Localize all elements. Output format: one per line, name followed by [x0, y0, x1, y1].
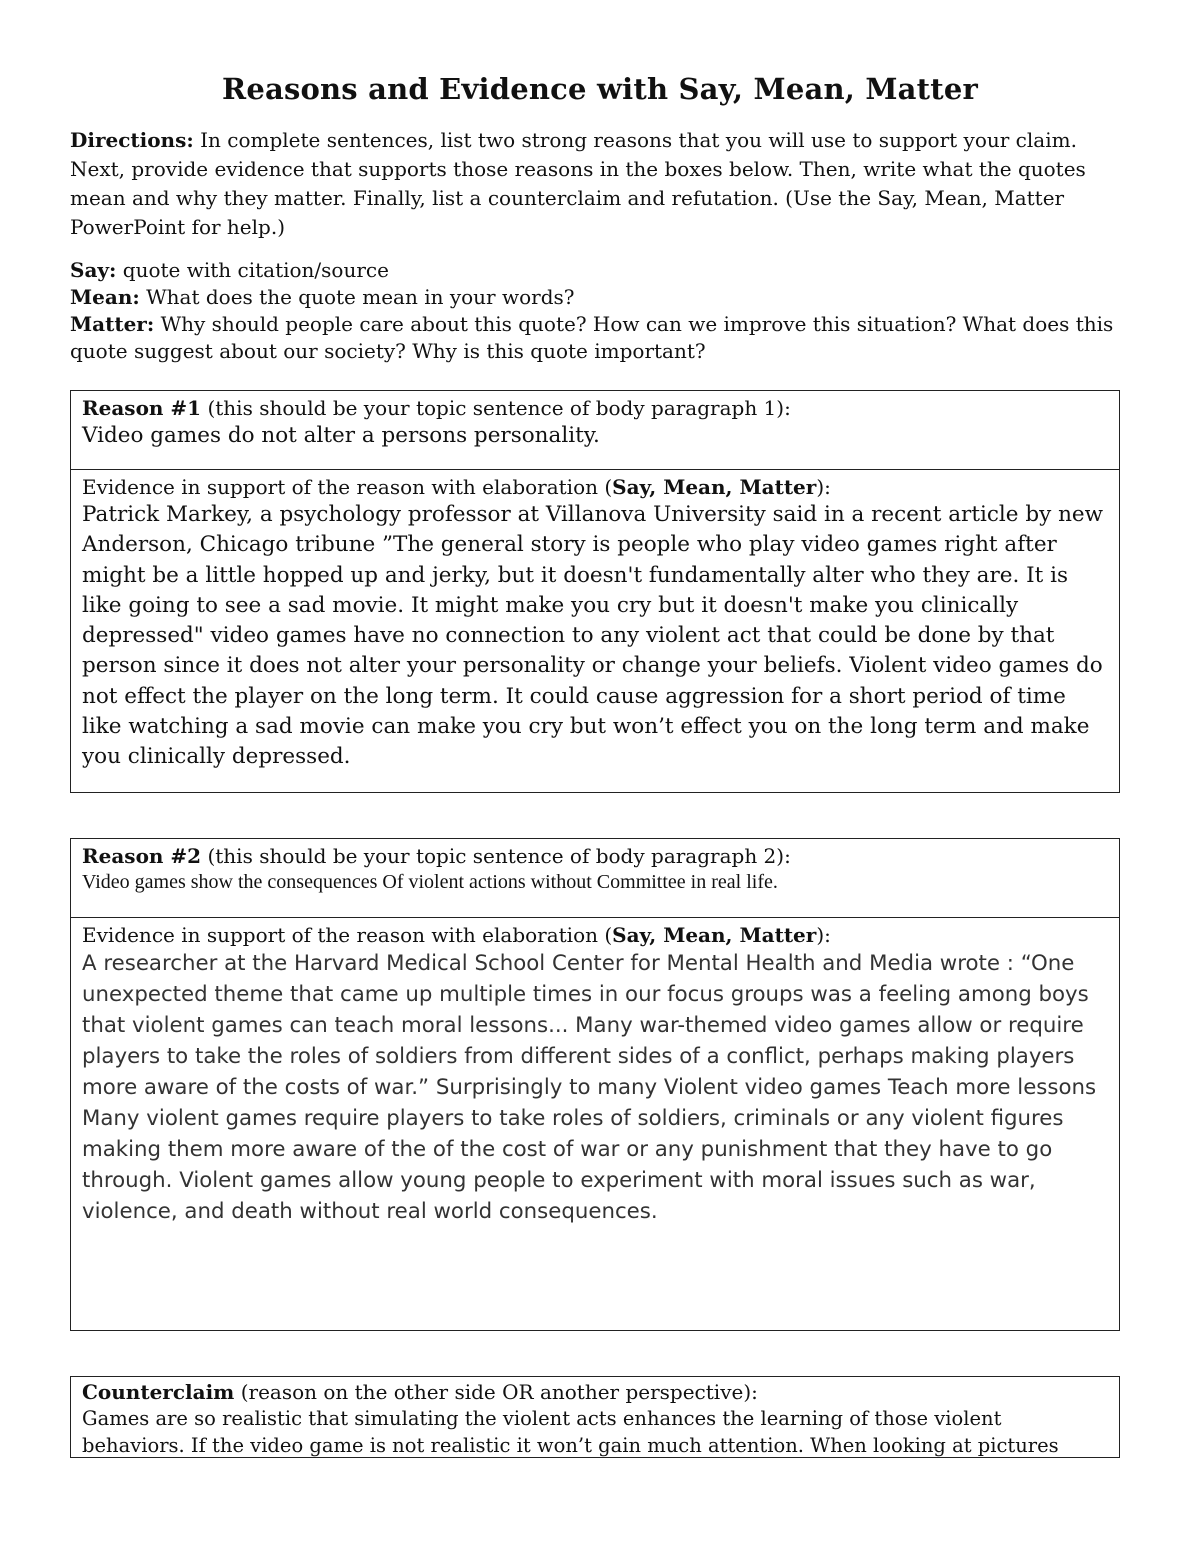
reason-2-answer[interactable]: Video games show the consequences Of violent actions without Committee in real life.	[82, 871, 778, 893]
say-label: Say:	[70, 258, 117, 282]
reason-1-prompt-text: (this should be your topic sentence of body paragraph 1):	[201, 396, 791, 420]
counterclaim-box	[70, 1376, 1120, 1458]
evidence-prompt-start: Evidence in support of the reason with elaboration (	[82, 475, 613, 499]
mean-label: Mean:	[70, 285, 140, 309]
matter-text: Why should people care about this quote? How can we improve this situation? What does this quote suggest about our society? Why is this quote important?	[70, 312, 1114, 363]
say-text: quote with citation/source	[116, 258, 389, 282]
counterclaim-prompt	[82, 1379, 1109, 1405]
reason-1-evidence[interactable]: Patrick Markey, a psychology professor at Villanova University said in a recent article by new Anderson, Chicago tribune ”The general story is people who play video games right after might be a little hopped up and jerky, but it doesn't fundamentally alter who they are. It is like going to see a sad movie. It might make you cry but it doesn't make you clinically depressed" video games have no connection to any violent act that could be done by that person since it does not alter your personality or change your beliefs. Violent video games do not effect the player on the long term. It could cause aggression for a short period of time like watching a sad movie can make you cry but won’t effect you on the long term and make you clinically depressed.	[82, 502, 1104, 770]
reason-2-cell	[71, 839, 1119, 918]
evidence-prompt-end: ):	[816, 923, 831, 947]
reason-1-evidence-cell	[71, 470, 1119, 779]
directions-paragraph	[70, 126, 1120, 242]
reason-2-label: Reason #2	[82, 844, 202, 868]
reason-2-evidence-cell	[71, 918, 1119, 1233]
reason-1-label: Reason #1	[82, 396, 202, 420]
evidence-prompt-start: Evidence in support of the reason with elaboration (	[82, 923, 613, 947]
reason-2-prompt-text: (this should be your topic sentence of body paragraph 2):	[201, 844, 791, 868]
say-definition	[70, 257, 1120, 284]
evidence-prompt-end: ):	[816, 475, 831, 499]
matter-label: Matter:	[70, 312, 155, 336]
counterclaim-cell	[71, 1377, 1119, 1458]
counterclaim-prompt-text: (reason on the other side OR another perspective):	[234, 1380, 758, 1404]
page-title: Reasons and Evidence with Say, Mean, Matter	[222, 72, 978, 106]
mean-definition	[70, 284, 1120, 311]
say-mean-matter-definitions	[70, 257, 1120, 365]
reason-2-prompt	[82, 843, 1109, 869]
reason-2-box	[70, 838, 1120, 1331]
counterclaim-answer[interactable]: Games are so realistic that simulating the violent acts enhances the learning of those violent behaviors. If the video game is not realistic it won’t gain much attention. When looking at pictures	[82, 1407, 1059, 1457]
reason-2-evidence-prompt	[82, 922, 1109, 948]
mean-text: What does the quote mean in your words?	[139, 285, 575, 309]
reason-1-answer[interactable]: Video games do not alter a persons personality.	[82, 423, 600, 448]
reason-2-evidence[interactable]: A researcher at the Harvard Medical School Center for Mental Health and Media wrote : “One unexpected theme that came up multiple times in our focus groups was a feeling among boys that violent games can teach moral lessons... Many war-themed video games allow or require players to take the roles of soldiers from different sides of a conflict, perhaps making players more aware of the costs of war.” Surprisingly to many Violent video games Teach more lessons Many violent games require players to take roles of soldiers, criminals or any violent figures making them more aware of the of the cost of war or any punishment that they have to go through. Violent games allow young people to experiment with moral issues such as war, violence, and death without real world consequences.	[82, 951, 1097, 1224]
reason-1-cell	[71, 391, 1119, 470]
reason-1-evidence-prompt	[82, 474, 1109, 500]
directions-label: Directions:	[70, 128, 194, 152]
evidence-prompt-bold: Say, Mean, Matter	[612, 475, 817, 499]
counterclaim-label: Counterclaim	[82, 1380, 235, 1404]
evidence-prompt-bold: Say, Mean, Matter	[612, 923, 817, 947]
matter-definition	[70, 311, 1120, 365]
reason-1-box	[70, 390, 1120, 793]
directions-text: In complete sentences, list two strong reasons that you will use to support your claim. Next, provide evidence that supports those reasons in the boxes below. Then, write what the quotes mean and why they matter. Finally, list a counterclaim and refutation. (Use the Say, Mean, Matter PowerPoint for help.)	[70, 128, 1086, 239]
reason-1-prompt	[82, 395, 1109, 421]
